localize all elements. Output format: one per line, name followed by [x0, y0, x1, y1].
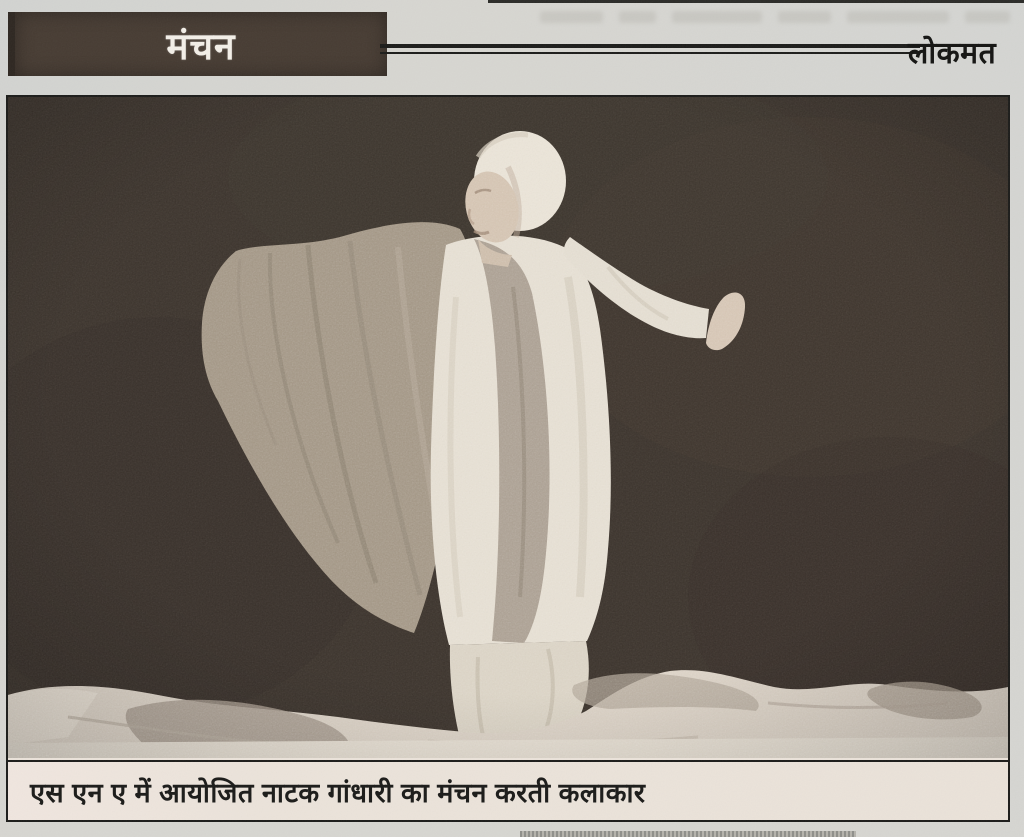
photo-grain-soft [8, 97, 1008, 758]
masthead-rule [380, 44, 920, 54]
photo-frame [6, 95, 1010, 822]
stage-photo [8, 97, 1008, 758]
top-edge-rule [488, 0, 1024, 3]
photo-caption [8, 760, 1008, 820]
bleed-through-artifact [540, 9, 1010, 25]
caption-text: एस एन ए में आयोजित नाटक गांधारी का मंचन करती कलाकार [30, 777, 646, 808]
stage-photo-illustration [8, 97, 1008, 758]
adjacent-content-edge [520, 831, 856, 837]
section-label: मंचन [166, 25, 236, 67]
section-header-box [8, 12, 387, 76]
publication-name: लोकमत [908, 37, 997, 70]
